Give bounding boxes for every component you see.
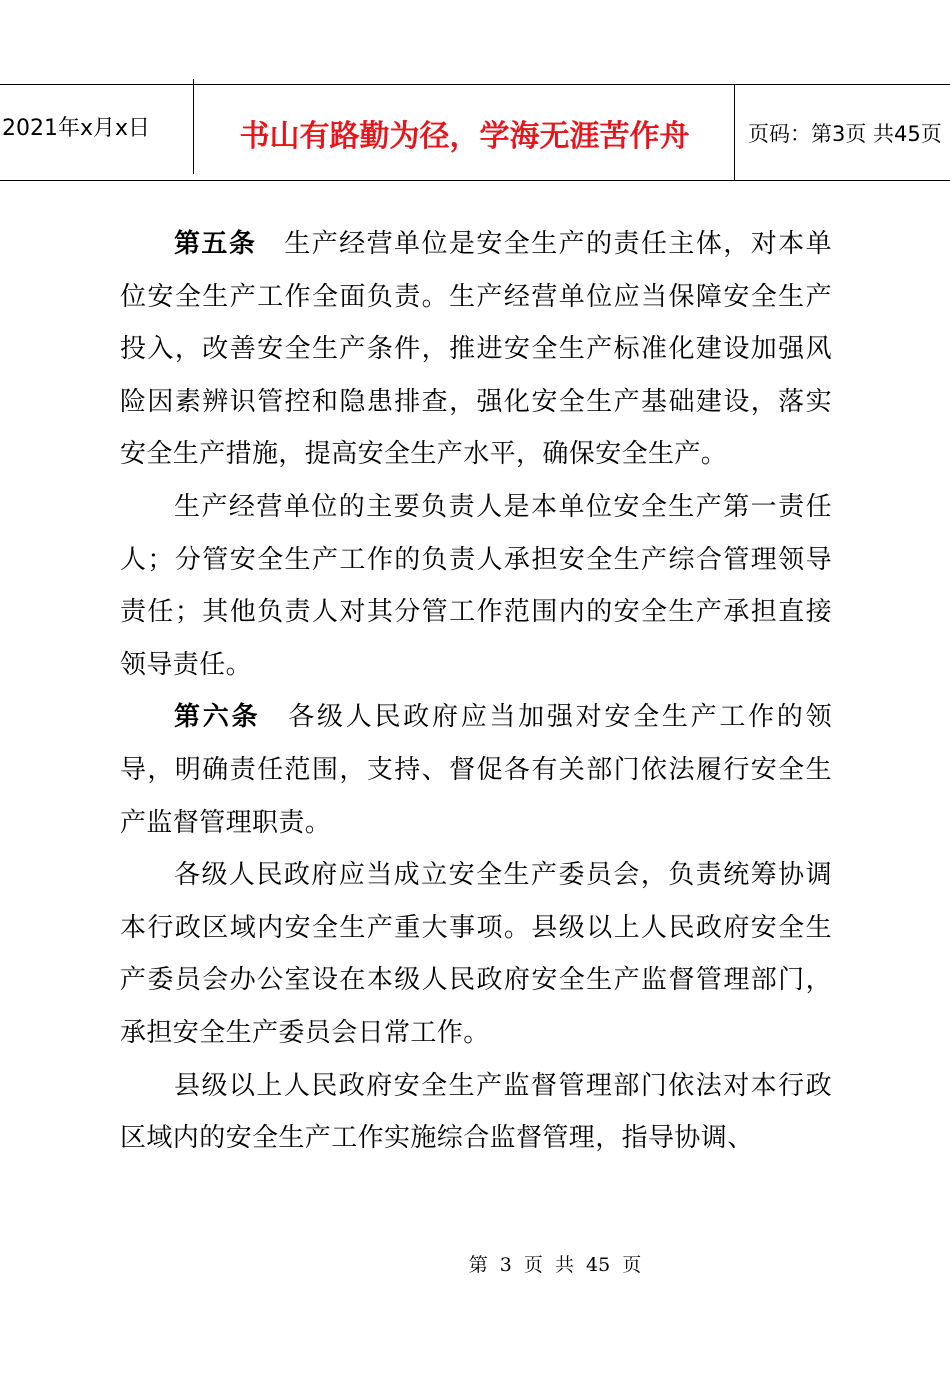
page-footer: 第 3 页 共 45 页 — [468, 1254, 642, 1276]
paragraph — [120, 1060, 832, 1165]
paragraph-text: 各级人民政府应当成立安全生产委员会，负责统筹协调本行政区域内安全生产重大事项。县级以上人民政府安全生产委员会办公室设在本级人民政府安全生产监督管理部门，承担安全生产委员会日常工作。 — [120, 860, 832, 1048]
article-number: 第六条 — [174, 702, 261, 733]
article-number: 第五条 — [174, 229, 257, 259]
paragraph-text: 生产经营单位的主要负责人是本单位安全生产第一责任人；分管安全生产工作的负责人承担安全生产综合管理领导责任；其他负责人对其分管工作范围内的安全生产承担直接领导责任。 — [120, 491, 832, 680]
paragraph-text: 各级人民政府应当加强对安全生产工作的领导，明确责任范围，支持、督促各有关部门依法履行安全生产监督管理职责。 — [120, 702, 832, 838]
paragraph-article-5 — [120, 218, 832, 481]
page-header — [0, 84, 950, 181]
paragraph — [120, 481, 832, 691]
paragraph — [120, 849, 832, 1059]
paragraph-article-6 — [120, 691, 832, 849]
header-page-number: 页码：第3页 共45页 — [748, 121, 942, 146]
paragraph-text: 生产经营单位是安全生产的责任主体，对本单位安全生产工作全面负责。生产经营单位应当保障安全生产投入，改善安全生产条件，推进安全生产标准化建设加强风险因素辨识管控和隐患排查，强化安全生产基础建设，落实安全生产措施，提高安全生产水平，确保安全生产。 — [120, 229, 832, 470]
document-body — [120, 218, 832, 1165]
paragraph-text: 县级以上人民政府安全生产监督管理部门依法对本行政区域内的安全生产工作实施综合监督管理，指导协调、 — [120, 1070, 832, 1154]
header-date: 2021年x月x日 — [0, 79, 194, 174]
header-motto: 书山有路勤为径，学海无涯苦作舟 — [195, 85, 735, 180]
